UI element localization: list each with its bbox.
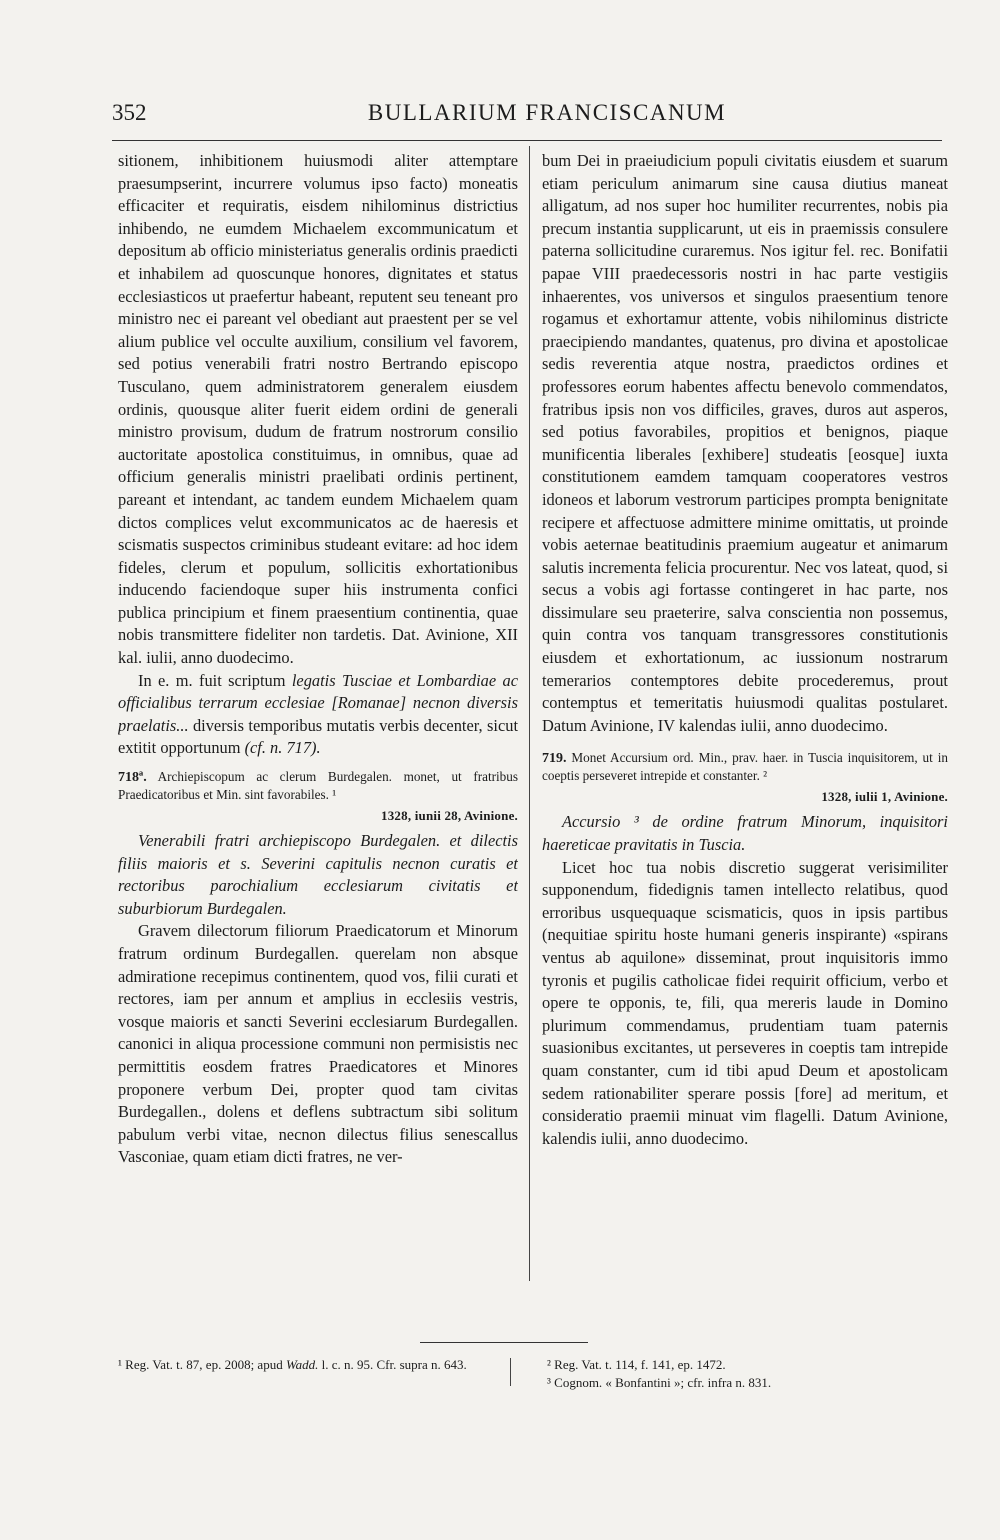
- footnotes-left: [118, 1356, 498, 1374]
- footnote-rule: [420, 1342, 588, 1343]
- footnote-divider: [510, 1358, 511, 1386]
- entry-719-text: Licet hoc tua nobis discretio suggerat verisimiliter supponendum, fidedignis tamen intellecto relatibus, quod erroribus usquequaque scismaticis, quos in ipsis partibus (nequitiae spiritu hoste humani generis inspirante) «spirans ventus ab aquilone» disseminat, prout inquisitoris immo tyronis et pugilis catholicae fidei requirit officium, verbo et opere te opponis, te, fili, qua mereris laude in Domino plurimum commendamus, prudentiam tuam paternis suasionibus excitantes, ut perseveres in coeptis tam intrepide quam constanter, cum id tibi apud Deum et apostolicam sedem rationabiliter sperare possis [fore] ad meritum, et consideratio praemii minuat vim flagelli. Datum Avinione, kalendis iulii, anno duodecimo.: [542, 857, 948, 1148]
- left-column: [118, 150, 518, 1290]
- entry-719-address: Accursio ³ de ordine fratrum Minorum, inquisitori haereticae pravitatis in Tuscia.: [542, 812, 948, 855]
- entry-718a-text: Gravem dilectorum filiorum Praedicatorum et Minorum fratrum ordinum Burdegallen. querelam non absque admiratione recepimus continentem, quod vos, filii curati et rectores, iam per annum et amplius in ecclesiis vestris, vosque maioris et sancti Severini ecclesiarum Burdegallen. canonici in aliqua processione communi non permisistis nec permittitis eosdem fratres Praedicatores et Minores proponere verbum Dei, propter quod tam civitas Burdegallen., dolens et deflens subtractum sibi solitum pabulum verbi vitae, necnon dilectus filius senescallus Vasconiae, quam etiam dicti fratres, ne ver-: [118, 921, 518, 1167]
- running-title: BULLARIUM FRANCISCANUM: [367, 100, 727, 125]
- entry-718a-date: 1328, iunii 28, Avinione.: [381, 808, 518, 824]
- entry-718a-address: Venerabili fratri archiepiscopo Burdegalen. et dilectis filiis maioris et s. Severini capitulis necnon curatis et rectoribus parochialium ecclesiarum civitatis et suburbiorum Burdegalen.: [118, 831, 518, 918]
- entry-719-summary: 719. Monet Accursium ord. Min., prav. haer. in Tuscia inquisitorem, ut in coeptis perseveret intrepide et constanter. ²: [542, 750, 948, 784]
- footnote-2: ² Reg. Vat. t. 114, f. 141, ep. 1472.: [547, 1357, 726, 1372]
- footnote-3: ³ Cognom. « Bonfantini »; cfr. infra n. 831.: [547, 1375, 772, 1390]
- header-rule: [112, 140, 942, 141]
- entry-719-date: 1328, iulii 1, Avinione.: [821, 789, 948, 805]
- page-number: 352: [112, 100, 147, 125]
- footnotes-right: [547, 1356, 947, 1392]
- left-text-continuation: sitionem, inhibitionem huiusmodi aliter attemptare praesumpserint, incurrere volumus ipso facto) moneatis efficaciter et requiratis, eisdem nihilominus districtius inhibendo, ne eumdem Michaelem excommunicatum et depositum ab officio ministeriatus generalis ordinis praedicti et inhabilem ad quoscunque honores, dignitates et status ecclesiasticos ut praefertur habeant, reputent seu teneant pro ministro nec ei pareant vel obediant aut praestent per se vel alium publice vel occulte auxilium, consilium vel favorem, sed potius venerabili fratri nostro Bertrando episcopo Tusculano, quem administratorem generalem eiusdem ordinis, quousque aliter fuerit eidem ordini de generali ministro provisum, dudum de fratrum nostrorum consilio auctoritate apostolica constituimus, in omnibus, quae ad officium generalis ministri praelibati ordinis pertinent, pareant et intendant, ac tandem eundem Michaelem quam dictos complices velut excommunicatos ac de haeresis et scismatis suspectos criminibus studeant evitare: ad hoc idem fideles, clerum et populum, sollicitis exhortationibus inducendo faciendoque super hiis instrumenta confici publica principium et finem praesentium continentia, quae nobis transmittere fideliter non tardetis. Dat. Avinione, XII kal. iulii, anno duodecimo.: [118, 151, 518, 668]
- right-text-continuation: bum Dei in praeiudicium populi civitatis eiusdem et suarum etiam periculum animarum sine causa diutius maneat alligatum, ad nos super hoc humiliter recurrentes, nobis pia precum instantia supplicarunt, ut eis in praemissis consulere paterna sollicitudine curaremus. Nos igitur fel. rec. Bonifatii papae VIII praedecessoris nostri in hac parte vestigiis inhaerentes, vos universos et singulos praesentium tenore rogamus et exhortamur attente, vobis nihilominus districte praecipiendo mandantes, quatenus, pro divina et apostolicae sedis reverentia atque nostra, praedictos ordines et professores eorum habentes affectu benevolo commendatos, fratribus ipsis non vos difficiles, graves, duros aut asperos, sed potius favorabiles, propitios et benignos, piaque munificentia liberales [exhibere] studeatis [eosque] iuxta constitutionem eamdem tamquam cooperatores vestros idoneos et laborum vestrorum participes prompta benignitate recipere et affectuose admittere minime omittatis, ut proinde vobis aeternae beatitudinis praemium augeatur et animarum salutis incrementa felicia procurentur. Nec vos lateat, quod, si secus a vobis agi fortasse contingeret in hac parte, nos dissimulare seu praeterire, salva conscientia non possemus, quin contra vos tanquam transgressores constitutionis eiusdem et exhortationum, ac iussionum nostrarum temerarios contemptores debite procederemus, prout contemptus et temeritatis huiusmodi qualitas postularet. Datum Avinione, IV kalendas iulii, anno duodecimo.: [542, 151, 948, 735]
- column-divider: [529, 146, 530, 1281]
- entry-718a-summary: 718ª. Archiepiscopum ac clerum Burdegalen. monet, ut fratribus Praedicatoribus et Min. sint favorabiles. ¹: [118, 769, 518, 803]
- right-column: [542, 150, 948, 1290]
- footnote-1: ¹ Reg. Vat. t. 87, ep. 2008; apud Wadd. l. c. n. 95. Cfr. supra n. 643.: [118, 1357, 467, 1372]
- page-header: [112, 100, 942, 136]
- editorial-note: In e. m. fuit scriptum legatis Tusciae et Lombardiae ac officialibus terrarum ecclesiae [Romanae] necnon diversis praelatis... diversis temporibus mutatis verbis decenter, sicut extitit opportunum (cf. n. 717).: [118, 670, 518, 758]
